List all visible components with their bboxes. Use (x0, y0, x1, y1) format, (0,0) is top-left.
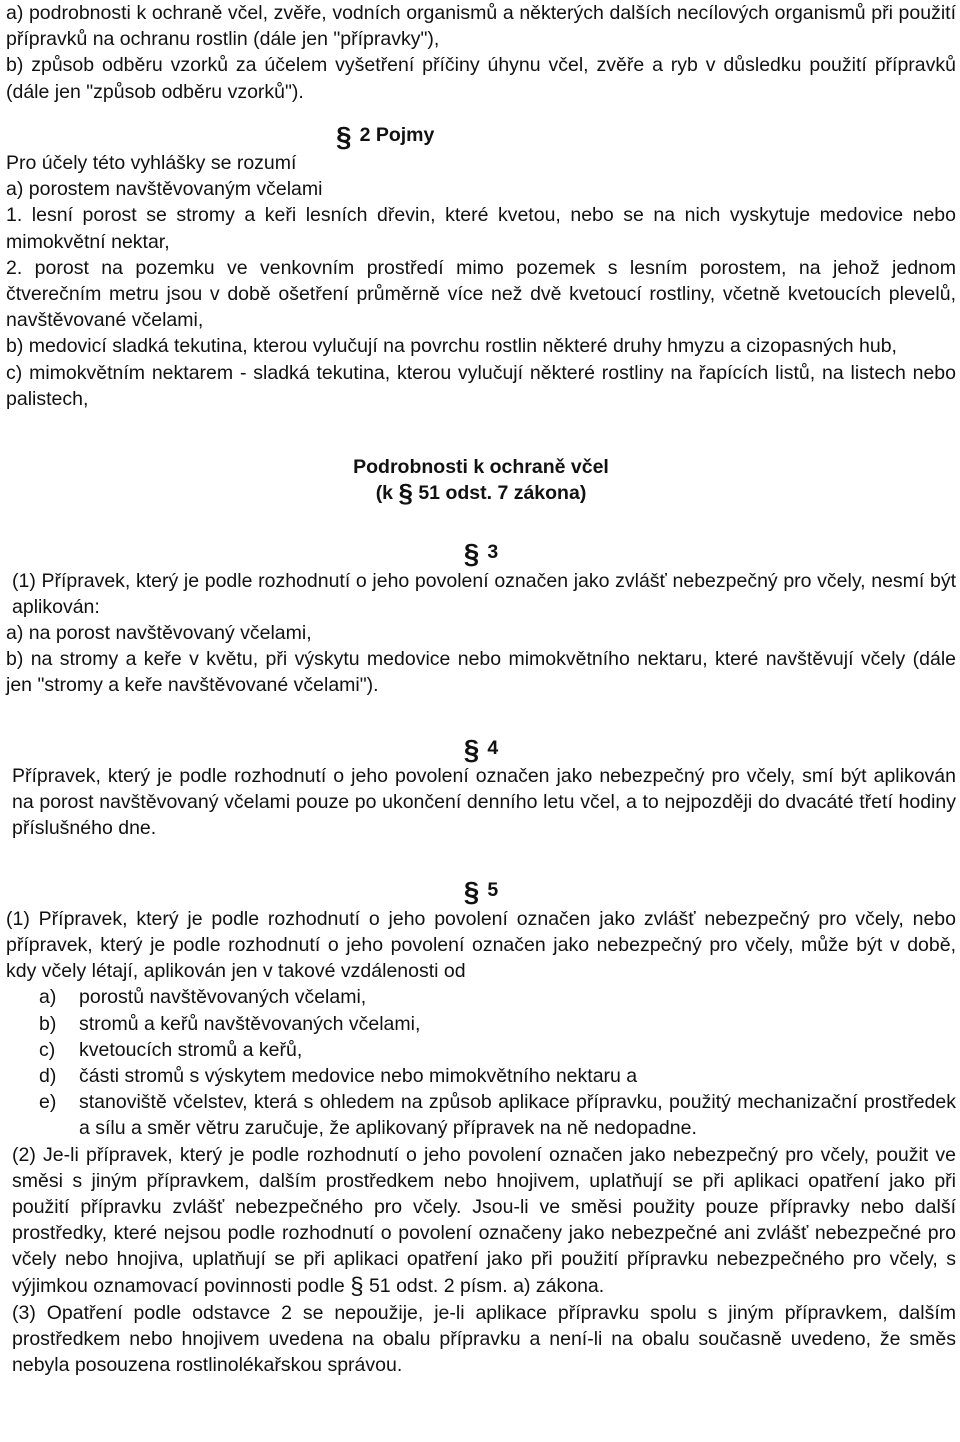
section-4-number: 4 (487, 736, 499, 759)
section-5-paragraph-3: (3) Opatření podle odstavce 2 se nepoužije, je-li aplikace přípravku spolu s jiným přípravkem, dalším prostředkem nebo hnojivem uvedena na obalu přípravku a není-li na obalu současně uvedeno, že směs nebyla posouzena rostlinolékařskou správou. (12, 1301, 956, 1377)
section-3-heading (6, 538, 956, 570)
list-item: b) stromů a keřů navštěvovaných včelami, (39, 1012, 421, 1035)
definition-b: b) medovicí sladká tekutina, kterou vylučují na povrchu rostlin některé druhy hmyzu a cizopasných hub, (6, 335, 897, 358)
section-symbol: § (350, 1272, 364, 1300)
section-4-paragraph: Přípravek, který je podle rozhodnutí o jeho povolení označen jako nebezpečný pro včely, smí být aplikován na porost navštěvovaný včelami pouze po ukončení denního letu včel, a to nejpozději do dvacáté třetí hodiny příslušného dne. (12, 764, 956, 840)
definition-a-1: 1. lesní porost se stromy a keři lesních dřevin, které kvetou, nebo se na nich vyskytuje medovice nebo mimokvětní nektar, (6, 204, 956, 253)
section-3-item-a: a) na porost navštěvovaný včelami, (6, 622, 312, 645)
intro-item-a: a) podrobnosti k ochraně včel, zvěře, vodních organismů a některých dalších necílových organismů při použití přípravků na ochranu rostlin (dále jen "přípravky"), (6, 2, 956, 51)
chapter-heading (6, 454, 956, 509)
section-2-title: 2 Pojmy (359, 123, 435, 146)
chapter-title: Podrobnosti k ochraně včel (353, 456, 609, 479)
section-symbol: § (463, 876, 480, 908)
section-5-list (6, 984, 956, 1141)
definition-a-2: 2. porost na pozemku ve venkovním prostředí mimo pozemek s lesním porostem, na jehož jednom čtverečním metru jsou v době ošetření průměrně více než dvě kvetoucí rostliny, včetně kvetoucích plevelů, navštěvované včelami, (6, 256, 956, 332)
list-item: a) porostů navštěvovaných včelami, (39, 986, 367, 1009)
list-item: e) stanoviště včelstev, která s ohledem na způsob aplikace přípravku, použitý mechanizační prostředek a sílu a směr větru zaručuje, že aplikovaný přípravek na ně nedopadne. (39, 1091, 956, 1140)
section-3-paragraph-1: (1) Přípravek, který je podle rozhodnutí o jeho povolení označen jako zvlášť nebezpečný pro včely, nesmí být aplikován: (12, 569, 956, 618)
section-symbol: § (463, 538, 480, 570)
definition-c: c) mimokvětním nektarem - sladká tekutina, kterou vylučují některé rostliny na řapících listů, na listech nebo palistech, (6, 361, 956, 410)
section-symbol: § (398, 478, 413, 509)
section-5-paragraph-2: (2) Je-li přípravek, který je podle rozhodnutí o jeho povolení označen jako nebezpečný pro včely, použit ve směsi s jiným přípravkem, dalším prostředkem nebo hnojivem, uplatňují se při aplikaci opatření jako při použití přípravku zvlášť nebezpečného pro včely. Jsou-li ve směsi použity pouze přípravky nebo další prostředky, které nejsou podle rozhodnutí o povolení označeny jako nebezpečné ani zvlášť nebezpečné pro včely nebo hnojiva, uplatňují se při aplikaci opatření jako při použití přípravku nebezpečného pro včely, s výjimkou oznamovací povinnosti podle § 51 odst. 2 písm. a) zákona. (12, 1143, 956, 1300)
definition-a: a) porostem navštěvovaným včelami (6, 178, 323, 201)
intro-item-b: b) způsob odběru vzorků za účelem vyšetření příčiny úhynu včel, zvěře a ryb v důsledku použití přípravků (dále jen "způsob odběru vzorků"). (6, 54, 956, 103)
section-5-number: 5 (487, 879, 499, 902)
list-item: d) části stromů s výskytem medovice nebo mimokvětního nektaru a (39, 1064, 638, 1087)
section-3-number: 3 (487, 541, 499, 564)
section-3-item-b: b) na stromy a keře v květu, při výskytu medovice nebo mimokvětního nektaru, které navštěvují včely (dále jen "stromy a keře navštěvované včelami"). (6, 648, 956, 697)
chapter-reference: (k § 51 odst. 7 zákona) (375, 478, 587, 509)
section-symbol: § (336, 120, 352, 152)
list-item: c) kvetoucích stromů a keřů, (39, 1038, 303, 1061)
section-2-lead: Pro účely této vyhlášky se rozumí (6, 152, 297, 175)
section-4-heading (6, 735, 956, 763)
section-2-heading (6, 122, 956, 150)
section-symbol: § (463, 733, 480, 765)
section-5-heading (6, 876, 956, 908)
section-5-paragraph-1: (1) Přípravek, který je podle rozhodnutí o jeho povolení označen jako zvlášť nebezpečný pro včely, nebo přípravek, který je podle rozhodnutí o jeho povolení označen jako nebezpečný pro včely, může být v době, kdy včely létají, aplikován jen v takové vzdálenosti od (6, 907, 956, 983)
